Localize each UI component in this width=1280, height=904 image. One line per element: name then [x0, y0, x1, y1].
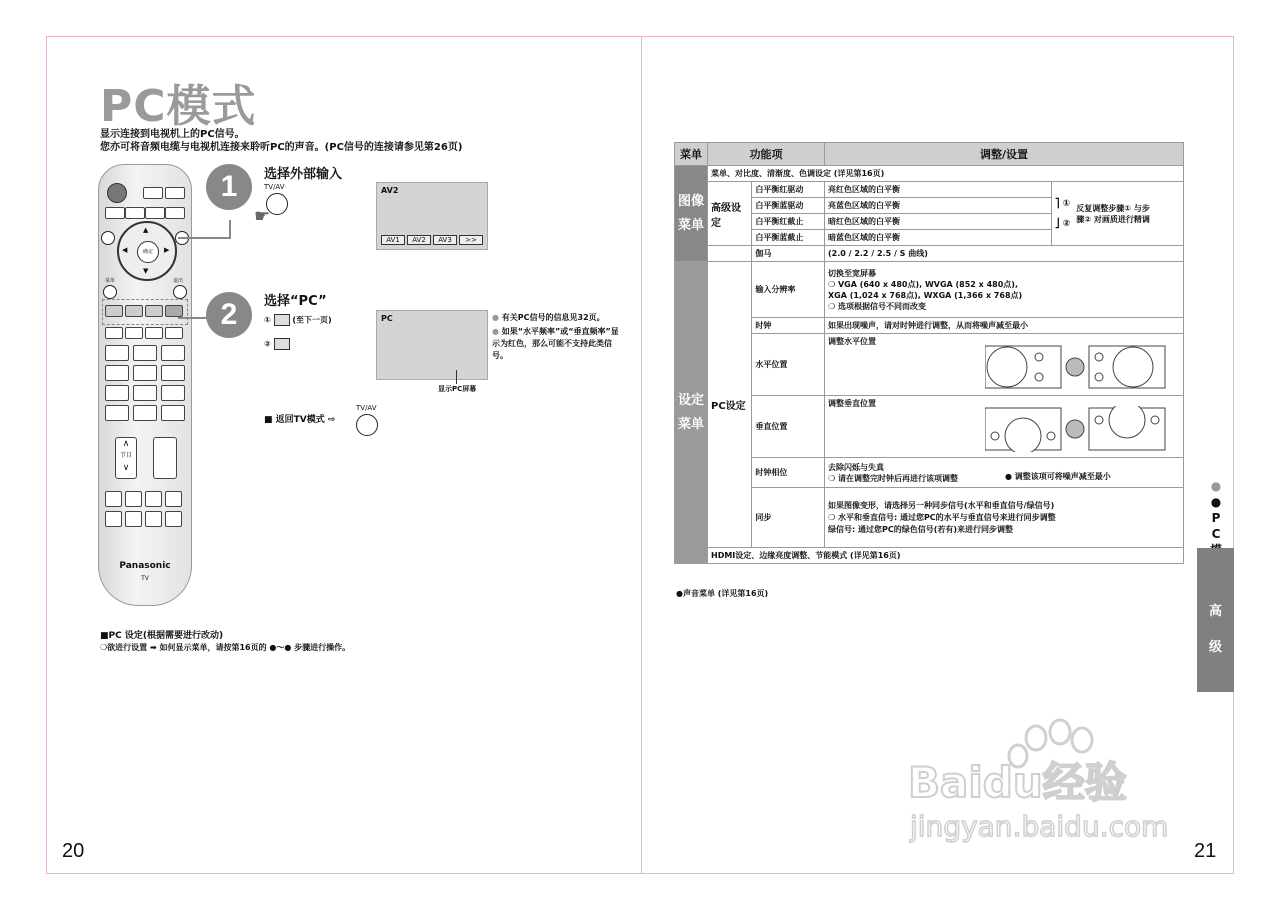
remote-model: TV — [141, 575, 149, 582]
remote-brand: Panasonic — [119, 561, 171, 571]
step-2-line-2: ② — [264, 338, 290, 350]
gamma-item: 伽马 — [752, 246, 825, 262]
pc-settings-heading: ■PC 设定(根据需要进行改动) — [100, 631, 224, 641]
intro-line-2: 您亦可将音频电缆与电视机连接来聆听PC的声音。(PC信号的连接请参见第26页) — [100, 142, 463, 153]
step-2-badge: 2 — [206, 292, 252, 338]
pc-settings-label: PC设定 — [708, 262, 752, 548]
table-row: 垂直位置 调整垂直位置 — [675, 396, 1184, 458]
av-tab: AV3 — [433, 235, 457, 245]
side-tab-advanced: 高级 — [1197, 548, 1234, 692]
picture-top-row: 菜单、对比度、清渐度、色调设定 (详见第16页) — [708, 166, 1184, 182]
intro-line-1: 显示连接到电视机上的PC信号。 — [100, 129, 245, 140]
table-row: 白平衡蓝截止 暗蓝色区域的白平衡 — [675, 230, 1184, 246]
power-button — [107, 183, 127, 203]
pc-input-screen — [376, 310, 488, 380]
table-row: 高级设定 白平衡红驱动 亮红色区域的白平衡 ⎤ ① ⎦ ② 反复调整步骤① 与步骤② 对画质进行精调 — [675, 182, 1184, 198]
channel-rocker: ∧ 节目 ∨ — [115, 437, 137, 479]
table-row: 时钟相位 去除闪烁与失真 ❍ 请在调整完时钟后再进行该项调整 ● 调整该项可将噪声减至最小 — [675, 458, 1184, 488]
table-row — [675, 246, 1184, 262]
remote-menu-label: 菜单 — [105, 278, 116, 284]
step-1-badge: 1 — [206, 164, 252, 210]
vertical-position-diagram — [985, 406, 1195, 452]
dpad: ▲ ▼ ◀ ▶ 确定 — [117, 221, 177, 281]
horizontal-position-diagram — [985, 344, 1195, 390]
table-row: 白平衡蓝驱动 亮蓝色区域的白平衡 — [675, 198, 1184, 214]
settings-table — [674, 142, 1184, 564]
table-row: 同步 如果图像变形，请选择另一种同步信号(水平和垂直信号/绿信号) ❍ 水平和垂直信号: 通过您PC的水平与垂直信号来进行同步调整 绿信号: 通过您PC的绿色信号(若有)来进行同步调整 — [675, 488, 1184, 548]
bracket-note-cell: ⎤ ① ⎦ ② 反复调整步骤① 与步骤② 对画质进行精调 — [1052, 182, 1184, 246]
remote-exit-label: 退出 — [173, 278, 184, 284]
watermark-url: jingyan.baidu.com — [910, 810, 1169, 843]
baidu-watermark — [906, 710, 1206, 860]
side-tab-pc-mode: ● ● PC — [1210, 479, 1222, 541]
col-header-function: 功能项 — [708, 143, 825, 166]
step-2-line-1: ① (至下一页) — [264, 315, 332, 325]
watermark-main: Baidu经验 — [908, 758, 1127, 807]
return-button-label: TV/AV — [356, 404, 377, 412]
av-tab: AV2 — [407, 235, 431, 245]
page-number-left: 20 — [62, 840, 85, 862]
page-title: PC模式 — [100, 81, 257, 132]
step-1-heading: 选择外部输入 — [264, 167, 343, 182]
table-row: 时钟 如果出现噪声，请对时钟进行调整，从而将噪声减至最小 — [675, 318, 1184, 334]
down-button-icon — [274, 314, 290, 326]
note-2: 如果“水平频率”或“垂直频率”显示为红色，那么可能不支持此类信号。 — [492, 327, 619, 360]
av-screen-title: AV2 — [381, 186, 399, 195]
dpad-center-label: 确定 — [137, 241, 159, 263]
step-2-heading: 选择“PC” — [264, 294, 327, 309]
return-tv-av-button-icon — [356, 414, 378, 436]
table-row: 白平衡红截止 暗红色区域的白平衡 — [675, 214, 1184, 230]
picture-menu-label: 图像菜单 — [675, 166, 708, 262]
setup-menu-label: 设定菜单 — [675, 262, 708, 564]
pc-screen-title: PC — [381, 314, 393, 323]
page-number-right: 21 — [1194, 840, 1217, 862]
hand-pointer-icon: ☛ — [254, 206, 271, 227]
av-tab: >> — [459, 235, 483, 245]
return-tv-label: ■ 返回TV模式 ⇨ — [264, 415, 336, 425]
intro-text — [100, 128, 462, 154]
col-header-adjust: 调整/设置 — [825, 143, 1184, 166]
bracket-note: 反复调整步骤① 与步骤② 对画质进行精调 — [1076, 203, 1150, 224]
step-1-button-label: TV/AV — [264, 183, 285, 191]
pc-screen-caption: 显示PC屏幕 — [438, 385, 477, 393]
note-1: 有关PC信号的信息见32页。 — [501, 313, 605, 322]
table-header-row — [675, 143, 1184, 166]
col-header-menu: 菜单 — [675, 143, 708, 166]
setup-bottom-row: HDMI设定、边缘亮度调整、节能模式 (详见第16页) — [708, 548, 1184, 564]
advanced-settings-label: 高级设定 — [708, 182, 752, 246]
gamma-desc: (2.0 / 2.2 / 2.5 / S 曲线) — [825, 246, 1184, 262]
step-2-notes: ● 有关PC信号的信息见32页。 ● 如果“水平频率”或“垂直频率”显示为红色，那么可能不支持此类信号。 — [492, 313, 619, 360]
ok-button-icon — [274, 338, 290, 350]
sound-menu-note: ●声音菜单 (详见第16页) — [676, 589, 769, 598]
av-tab-bar — [381, 235, 483, 245]
table-row: 设定菜单 PC设定 输入分辨率 切换至宽屏幕 ❍ VGA (640 x 480点), WVGA (852 x 480点), XGA (1,024 x 768点), WXGA (1,366 x 768点) ❍ 选项根据信号不同而改变 — [675, 262, 1184, 318]
av-tab: AV1 — [381, 235, 405, 245]
pc-settings-text: ❍欲进行设置 ➡ 如何显示菜单，请按第16页的 ●～● 步骤进行操作。 — [100, 643, 351, 652]
table-row: 水平位置 调整水平位置 — [675, 334, 1184, 396]
table-row — [675, 548, 1184, 564]
av-input-screen — [376, 182, 488, 250]
